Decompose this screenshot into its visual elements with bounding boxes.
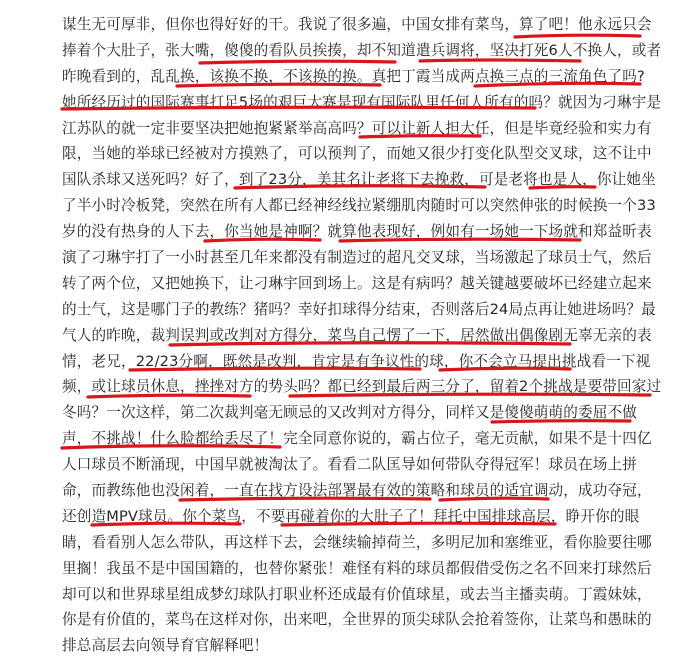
text-line: 气人的昨晚，裁判误判或改判对方得分，菜鸟自己愣了一下，居然做出偶像剧无辜无亲的表 [62,326,652,344]
text-line: 声，不挑战！什么脸都给丢尽了！完全同意你说的，霸占位子，毫无贡献，如果不是十四亿 [62,430,652,448]
text-line: 了半小时冷板凳，突然在所有人都已经神经线拉紧绷肌肉随时可以突然伸张的时候换一个33 [62,197,656,215]
text-line: 演了刁琳宇打了一小时甚至几年来都没有制造过的超凡交叉球，当场激起了球员士气，然后 [62,249,652,267]
text-line: 限，当她的举球已经被对方摸熟了，可以预判了，而她又很少打变化队型交叉球，这不让中 [62,145,652,163]
text-line: 命，而教练他也没闲着，一直在找方设法部署最有效的策略和球员的适宜调动，成功夺冠， [62,482,652,500]
text-line: 她所经历过的国际赛事打足5场的艰巨大赛是现有国际队里任何人所有的吗？就因为刁琳宇是 [62,93,662,111]
text-line: 排总高层去向领导育官解释吧！ [62,637,269,655]
text-line: 捧着个大肚子，张大嘴，傻傻的看队员挨揍，却不知道遣兵调将，坚决打死6人不换人，或者 [62,41,662,59]
text-line: 国队杀球又送死吗？好了，到了23分，美其名让老将下去挽救，可是老将也是人，你让她坐 [62,171,656,189]
text-line: 江苏队的就一定非要坚决把她抱紧紧举高高吗？可以让新人担大任，但是毕竟经验和实力有 [62,119,652,137]
text-line: 还创造MPV球员。你个菜鸟，不要再碰着你的大肚子了！拜托中国排球高层，睁开你的眼 [62,507,640,525]
text-line: 里搁！我虽不是中国国籍的，也替你紧张！难怪有料的球员都假借受伤之名不回来打球然后 [62,559,652,577]
text-line: 睛，看看别人怎么带队，再这样下去，会继续输掉荷兰，多明尼加和塞维亚，看你脸要往哪 [62,533,652,551]
text-line: 岁的没有热身的人下去，你当她是神啊？就算他表现好，例如有一场她一下场就和郑益昕表 [62,223,652,241]
text-line: 频，或让球员休息，挫挫对方的势头吗？都已经到最后两三分了，留着2个挑战是要带回家过 [62,378,662,396]
text-line: 你是有价值的，菜鸟在这样对你，出来吧，全世界的顶尖球队会抢着签你，让菜鸟和愚昧的 [62,611,652,629]
text-line: 情，老兄，22/23分啊，既然是改判，肯定是有争议性的球，你不会立马提出挑战看一下视 [62,352,651,370]
text-line: 的士气，这是哪门子的教练？猪吗？幸好扣球得分结束，否则落后24局点再让她进场吗？最 [62,300,656,318]
text-line: 谋生无可厚非，但你也得好好的干。我说了很多遍，中国女排有菜鸟，算了吧！他永远只会 [62,16,652,33]
text-line: 却可以和世界球星组成梦幻球队打职业杯还成最有价值球星，或去当主播卖萌。丁霞妹妹， [62,585,652,603]
text-line: 人口球员不断涌现，中国早就被淘汰了。看看二队匡导如何带队夺得冠军！球员在场上拼 [62,456,638,474]
text-line: 冬吗？一次这样，第二次裁判毫无顾忌的又改判对方得分，同样又是傻傻萌萌的委屈不做 [62,404,638,422]
text-line: 昨晚看到的，乱乱换，该换不换，不该换的换。真把丁霞当成两点换三点的三流角色了吗? [62,67,645,85]
comment-document [62,12,662,659]
text-line: 转了两个位，又把她换下，让刁琳宇回到场上。这是有病吗？越关键越要破坏已经建立起来 [62,274,652,292]
